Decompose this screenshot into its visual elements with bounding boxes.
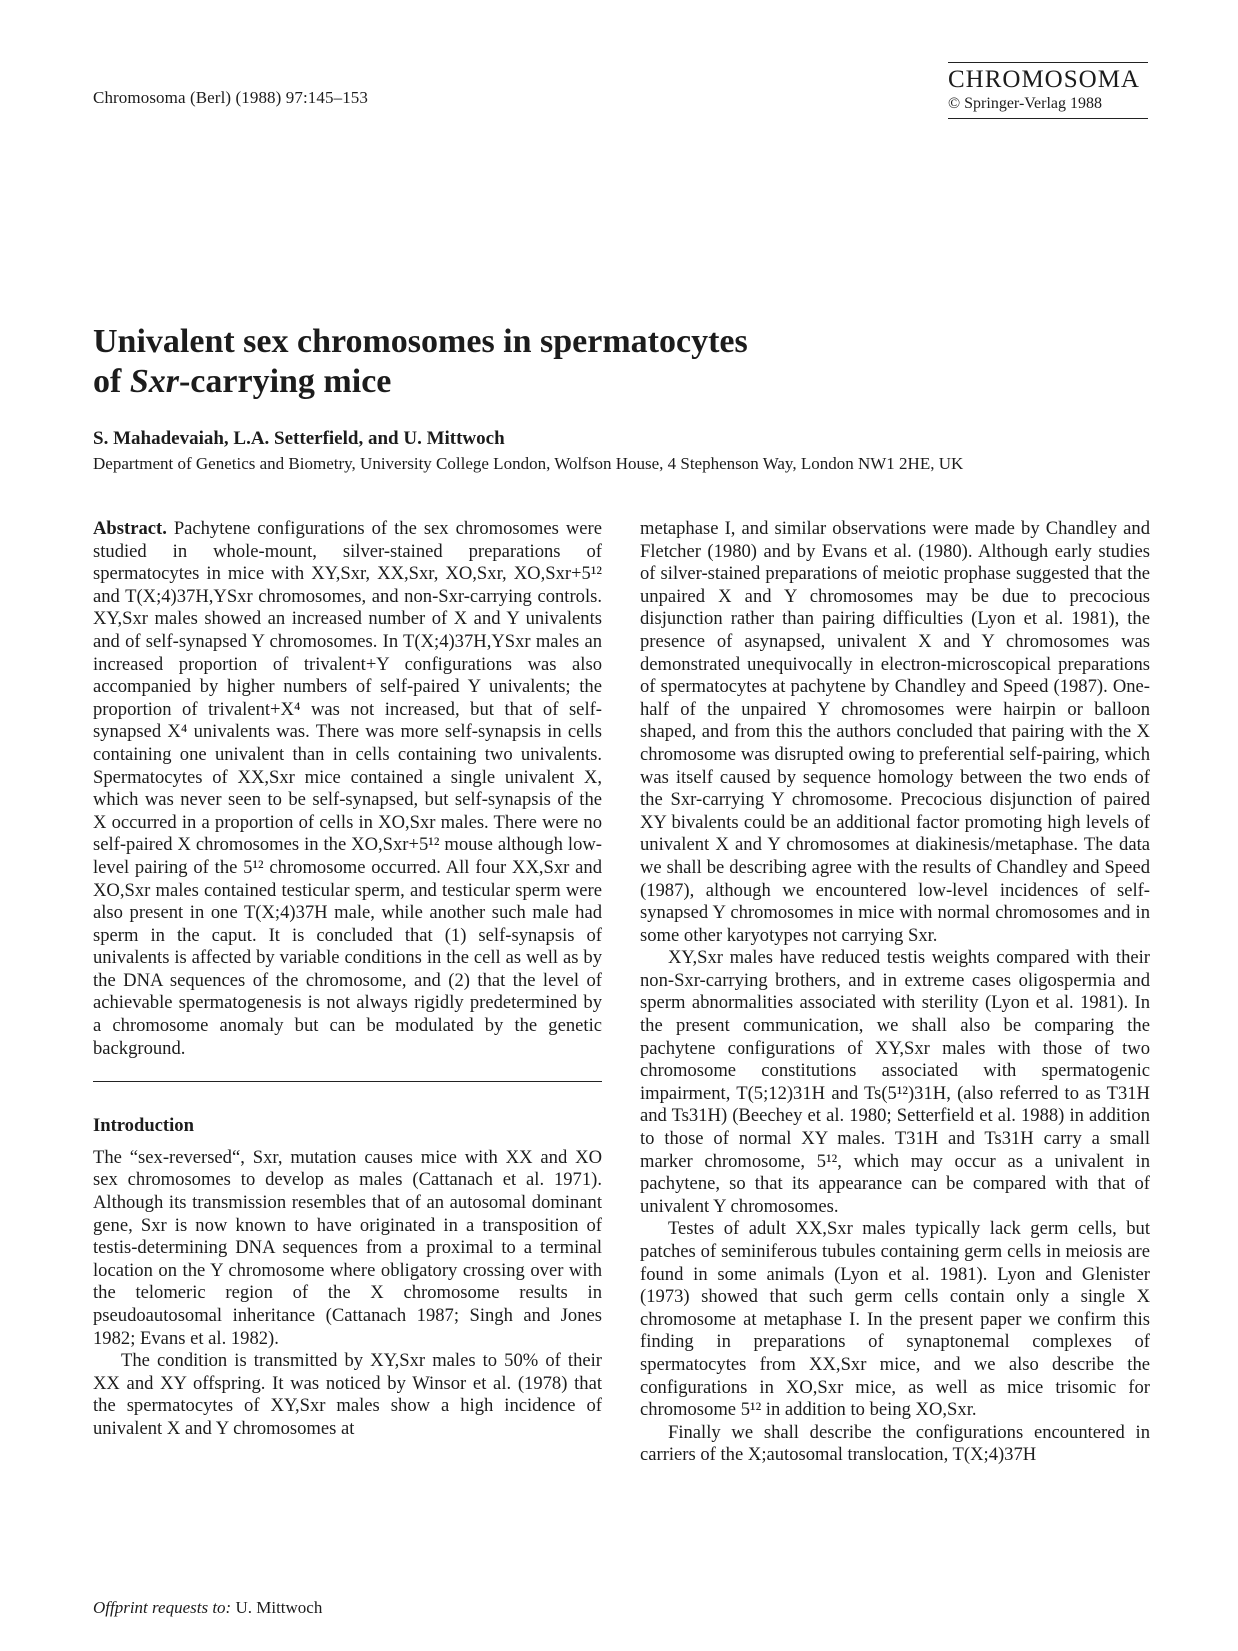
body-paragraph-1: metaphase I, and similar observations were made by Chandley and Fletcher (1980) and by Evans et al. (1980). Although early studies of silver-stained preparations of meiotic prophase suggested that the unpaired X and Y chromosomes may be due to precocious disjunction rather than pairing difficulties (Lyon et al. 1981), the presence of asynapsed, univalent X and Y chromosomes was demonstrated unequivocally in electron-microscopical preparations of spermatocytes at pachytene by Chandley and Speed (1987). One-half of the unpaired Y chromosomes were hairpin or balloon shaped, and from this the authors concluded that pairing with the X chromosome was disrupted owing to preferential self-pairing, which was itself caused by sequence homology between the two ends of the Sxr-carrying Y chromosome. Precocious disjunction of paired XY bivalents could be an additional factor promoting high levels of univalent X and Y chromosomes at diakinesis/metaphase. The data we shall be describing agree with the results of Chandley and Speed (1987), although we encountered low-level incidences of self-synapsed Y chromosomes in mice with normal chromosomes and in some other karyotypes not carrying Sxr. — [640, 518, 1150, 946]
abstract-divider — [93, 1081, 602, 1082]
introduction-heading: Introduction — [93, 1115, 194, 1137]
right-column — [640, 518, 1150, 1467]
masthead-bottom-rule — [948, 118, 1148, 119]
journal-reference: Chromosoma (Berl) (1988) 97:145–153 — [93, 88, 368, 107]
copyright-notice: © Springer-Verlag 1988 — [948, 95, 1103, 112]
abstract-text: Pachytene configurations of the sex chromosomes were studied in whole-mount, silver-stained preparations of spermatocytes in mice with XY,Sxr, XX,Sxr, XO,Sxr, XO,Sxr+5¹² and T(X;4)37H,YSxr chromosomes, and non-Sxr-carrying controls. XY,Sxr males showed an increased number of X and Y univalents and of self-synapsed Y chromosomes. In T(X;4)37H,YSxr males an increased proportion of trivalent+Y configurations was also accompanied by higher numbers of self-paired Y univalents; the proportion of trivalent+X⁴ was not increased, but that of self-synapsed X⁴ univalents was. There was more self-synapsis in cells containing one univalent than in cells containing two univalents. Spermatocytes of XX,Sxr mice contained a single univalent X, which was never seen to be self-synapsed, but self-synapsis of the X occurred in a proportion of cells in XO,Sxr males. There were no self-paired X chromosomes in the XO,Sxr+5¹² mouse although low-level pairing of the 5¹² chromosome occurred. All four XX,Sxr and XO,Sxr males contained testicular sperm, and testicular sperm were also present in one T(X;4)37H male, while another such male had sperm in the caput. It is concluded that (1) self-synapsis of univalents is affected by variable conditions in the cell as well as by the DNA sequences of the chromosome, and (2) that the level of achievable spermatogenesis is not always rigidly predetermined by a chromosome anomaly but can be modulated by the genetic background. — [93, 518, 602, 1059]
title-symbol: Sxr — [129, 363, 179, 400]
article-title — [93, 322, 1093, 402]
title-rest: -carrying mice — [178, 363, 392, 400]
title-of: of — [93, 363, 130, 400]
footnote-name: U. Mittwoch — [231, 1598, 323, 1617]
left-column — [93, 518, 602, 1441]
title-line-1: Univalent sex chromosomes in spermatocytes — [93, 323, 748, 360]
body-paragraph-4: Finally we shall describe the configurations encountered in carriers of the X;autosomal translocation, T(X;4)37H — [640, 1421, 1150, 1466]
introduction-paragraph-2: The condition is transmitted by XY,Sxr males to 50% of their XX and XY offspring. It was noticed by Winsor et al. (1978) that the spermatocytes of XY,Sxr males show a high incidence of univalent X and Y chromosomes at — [93, 1350, 602, 1439]
abstract-label: Abstract. — [93, 518, 167, 539]
author-list: S. Mahadevaiah, L.A. Setterfield, and U. Mittwoch — [93, 428, 505, 449]
offprint-footnote — [93, 1598, 322, 1618]
journal-masthead — [948, 62, 1148, 119]
body-paragraph-2: XY,Sxr males have reduced testis weights compared with their non-Sxr-carrying brothers, and in extreme cases oligospermia and sperm abnormalities associated with sterility (Lyon et al. 1981). In the present communication, we shall also be comparing the pachytene configurations of XY,Sxr males with those of two chromosome constitutions associated with spermatogenic impairment, T(5;12)31H and Ts(5¹²)31H, (also referred to as T31H and Ts31H) (Beechey et al. 1980; Setterfield et al. 1988) in addition to those of normal XY males. T31H and Ts31H carry a small marker chromosome, 5¹², which may occur as a univalent in pachytene, so that its appearance can be compared with that of univalent Y chromosomes. — [640, 947, 1150, 1217]
author-affiliation: Department of Genetics and Biometry, University College London, Wolfson House, 4 Stephenson Way, London NW1 2HE, UK — [93, 454, 964, 473]
introduction-paragraph-1: The “sex-reversed“, Sxr, mutation causes mice with XX and XO sex chromosomes to develop as males (Cattanach et al. 1971). Although its transmission resembles that of an autosomal dominant gene, Sxr is now known to have originated in a transposition of testis-determining DNA sequences from a proximal to a terminal location on the Y chromosome where obligatory crossing over with the telomeric region of the X chromosome results in pseudoautosomal inheritance (Cattanach 1987; Singh and Jones 1982; Evans et al. 1982). — [93, 1146, 602, 1349]
masthead-top-rule — [948, 62, 1148, 63]
footnote-label: Offprint requests to: — [93, 1598, 232, 1617]
journal-name: CHROMOSOMA — [948, 66, 1140, 93]
body-paragraph-3: Testes of adult XX,Sxr males typically lack germ cells, but patches of seminiferous tubules containing germ cells in meiosis are found in some animals (Lyon et al. 1981). Lyon and Glenister (1973) showed that such germ cells contain only a single X chromosome at metaphase I. In the present paper we confirm this finding in preparations of synaptonemal complexes of spermatocytes from XX,Sxr mice, and we also describe the configurations in XO,Sxr mice, as well as mice trisomic for chromosome 5¹² in addition to being XO,Sxr. — [640, 1218, 1150, 1421]
abstract-paragraph — [93, 518, 602, 1060]
